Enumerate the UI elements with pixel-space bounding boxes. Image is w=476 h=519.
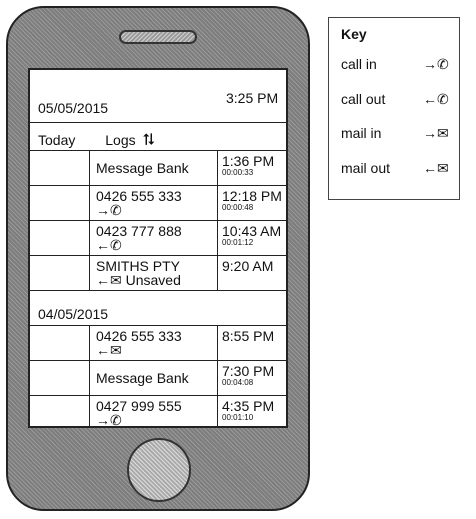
log-time: 9:20 AM	[222, 258, 274, 274]
log-contact	[96, 161, 211, 175]
date-header: 05/05/2015	[38, 100, 109, 116]
legend-label: mail in	[341, 125, 382, 141]
log-time-cell	[217, 361, 286, 395]
log-time: 8:55 PM	[222, 328, 275, 344]
log-entry[interactable]	[30, 186, 286, 221]
log-time: 1:36 PM	[222, 153, 275, 169]
log-contact	[96, 371, 211, 385]
call-duration: 00:01:10	[222, 413, 254, 422]
legend-title: Key	[341, 26, 367, 42]
legend-item-mail-in	[341, 125, 459, 141]
call-in-icon: →✆	[423, 56, 449, 72]
legend-item-mail-out	[341, 160, 459, 176]
call-duration: 00:00:33	[222, 168, 254, 177]
log-select-cell	[30, 396, 90, 428]
log-entry[interactable]	[30, 326, 286, 361]
divider	[30, 122, 286, 123]
log-time-cell	[217, 256, 286, 290]
log-contact	[96, 329, 211, 357]
log-contact	[96, 259, 211, 287]
call-out-icon: ←✆	[423, 91, 449, 107]
log-time: 4:35 PM	[222, 398, 275, 414]
date-header: 04/05/2015	[38, 306, 109, 322]
call-in-icon: →✆	[96, 202, 122, 218]
call-out-icon: ←✆	[96, 237, 122, 253]
sync-icon[interactable]: ⮁	[141, 132, 155, 149]
log-time: 10:43 AM	[222, 223, 282, 239]
log-contact	[96, 224, 211, 252]
log-entry[interactable]	[30, 361, 286, 396]
legend-label: call in	[341, 56, 377, 72]
contact-name: 0426 555 333	[96, 328, 182, 344]
legend-item-call-out	[341, 91, 459, 107]
log-time: 12:18 PM	[222, 188, 282, 204]
log-time-cell	[217, 186, 286, 220]
log-time-cell	[217, 326, 286, 360]
legend-key	[328, 17, 460, 200]
tab-today[interactable]: Today	[38, 132, 76, 148]
contact-name: Message Bank	[96, 370, 189, 386]
log-select-cell	[30, 186, 90, 220]
log-entry[interactable]	[30, 151, 286, 186]
call-duration: 00:01:12	[222, 238, 254, 247]
home-button[interactable]	[127, 438, 191, 502]
log-time-cell	[217, 396, 286, 428]
log-time-cell	[217, 221, 286, 255]
contact-name: 0427 999 555	[96, 398, 182, 414]
call-duration: 00:04:08	[222, 378, 254, 387]
log-contact	[96, 189, 211, 217]
log-select-cell	[30, 151, 90, 185]
contact-name: SMITHS PTY	[96, 258, 181, 274]
status-time: 3:25 PM	[226, 90, 279, 106]
mail-out-icon: ←✉	[96, 342, 122, 358]
log-section	[30, 326, 286, 428]
speaker-grille	[119, 30, 197, 44]
log-section	[30, 151, 286, 291]
log-select-cell	[30, 221, 90, 255]
log-select-cell	[30, 256, 90, 290]
contact-name: 0423 777 888	[96, 223, 182, 239]
phone-frame	[6, 6, 310, 511]
log-entry[interactable]	[30, 256, 286, 291]
log-time-cell	[217, 151, 286, 185]
log-entry[interactable]	[30, 221, 286, 256]
legend-item-call-in	[341, 56, 459, 72]
contact-name: Message Bank	[96, 160, 189, 176]
log-select-cell	[30, 361, 90, 395]
tab-bar	[38, 132, 288, 150]
legend-label: mail out	[341, 160, 391, 176]
legend-label: call out	[341, 91, 386, 107]
mail-out-icon: ←✉	[423, 160, 449, 176]
tab-logs-label: Logs	[105, 132, 136, 148]
contact-status: Unsaved	[125, 272, 181, 288]
tab-logs[interactable]	[105, 132, 154, 150]
call-duration: 00:00:48	[222, 203, 254, 212]
phone-screen	[28, 68, 288, 428]
call-in-icon: →✆	[96, 412, 122, 428]
log-contact	[96, 399, 211, 427]
mail-in-icon: →✉	[423, 125, 449, 141]
log-entry[interactable]	[30, 396, 286, 428]
mail-out-icon: ←✉	[96, 272, 122, 288]
log-time: 7:30 PM	[222, 363, 275, 379]
log-select-cell	[30, 326, 90, 360]
contact-name: 0426 555 333	[96, 188, 182, 204]
